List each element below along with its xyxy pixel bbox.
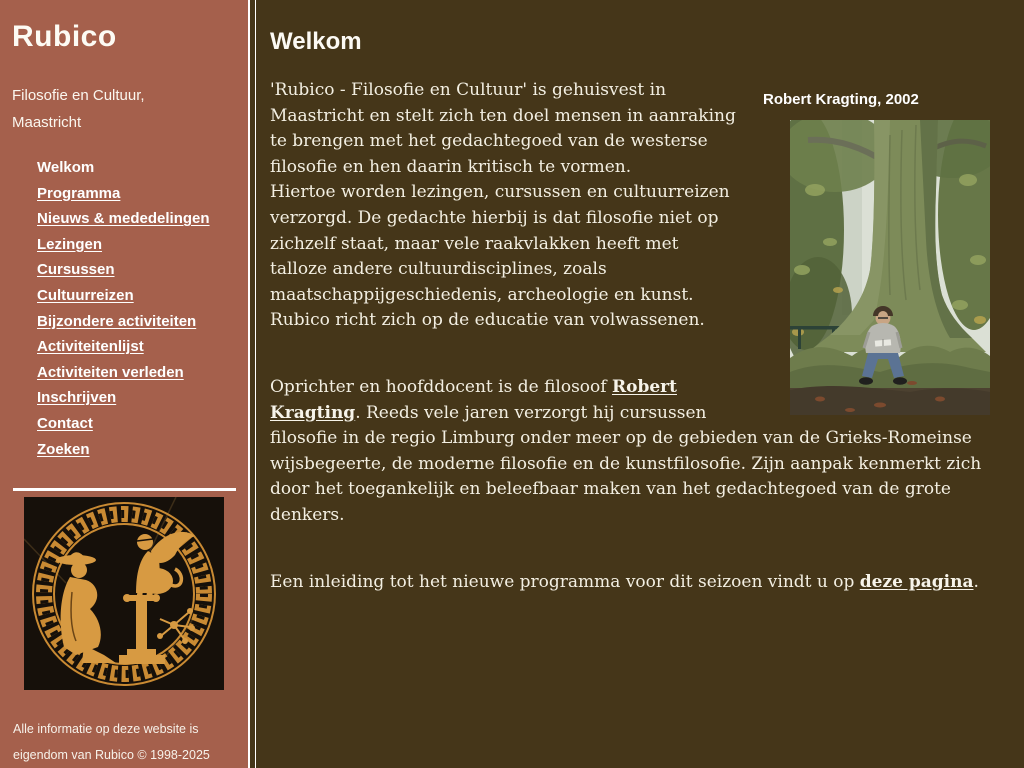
sidebar xyxy=(0,0,250,768)
sidebar-item-inschrijven[interactable]: Inschrijven xyxy=(37,389,117,407)
main-content xyxy=(255,0,1024,768)
program-text-after: . xyxy=(973,571,979,592)
program-text-before: Een inleiding tot het nieuwe programma voor dit seizoen vindt u op xyxy=(270,571,860,592)
sidebar-item-cultuurreizen[interactable]: Cultuurreizen xyxy=(37,286,134,304)
site-subtitle: Filosofie en Cultuur, Maastricht xyxy=(12,87,145,131)
sidebar-item-cursussen[interactable]: Cursussen xyxy=(37,261,115,279)
founder-text-after: . Reeds vele jaren verzorgt hij cursussen filosofie in de regio Limburg onder meer op de gebieden van de Grieks-Romeinse wijsbegeerte, de moderne filosofie en de kunstfilosofie. Zijn aanpak kenmerkt zich door het toegankelijk en beleefbaar maken van het gedachtegoed van de grote denkers. xyxy=(270,402,982,525)
sidebar-item-activiteitenlijst[interactable]: Activiteitenlijst xyxy=(37,338,144,356)
sidebar-nav xyxy=(37,155,242,462)
sidebar-copyright: Alle informatie op deze website is eigendom van Rubico © 1998-2025 xyxy=(13,722,210,762)
sidebar-item-programma[interactable]: Programma xyxy=(37,184,121,202)
founder-text-before: Oprichter en hoofddocent is de filosoof xyxy=(270,376,612,397)
sidebar-item-lezingen[interactable]: Lezingen xyxy=(37,235,103,253)
sidebar-item-welkom[interactable]: Welkom xyxy=(37,159,95,176)
program-paragraph xyxy=(270,570,990,596)
site-title: Rubico xyxy=(12,20,117,53)
photo-figure xyxy=(755,91,990,415)
intro-text-2: Hiertoe worden lezingen, cursussen en cultuurreizen verzorgd. De gedachte hierbij is dat filosofie niet op zichzelf staat, maar vele raakvlakken heeft met talloze andere cultuurdisciplines, zoals maatschappijgeschiedenis, archeologie en kunst. Rubico richt zich op de educatie van volwassenen. xyxy=(270,182,730,331)
deze-pagina-link[interactable]: deze pagina xyxy=(859,571,974,592)
robert-kragting-photo xyxy=(790,120,990,415)
sidebar-divider xyxy=(13,488,236,491)
sidebar-item-zoeken[interactable]: Zoeken xyxy=(37,440,90,458)
sidebar-item-contact[interactable]: Contact xyxy=(37,414,93,432)
intro-text-1: 'Rubico - Filosofie en Cultuur' is gehuisvest in Maastricht en stelt zich ten doel mensen in aanraking te brengen met het gedachtegoed van de westerse filosofie en hen daarin kritisch te vormen. xyxy=(270,80,736,177)
sidebar-item-bijzondere-activiteiten[interactable]: Bijzondere activiteiten xyxy=(37,312,197,330)
sidebar-item-nieuws-mededelingen[interactable]: Nieuws & mededelingen xyxy=(37,210,210,228)
sidebar-item-activiteiten-verleden[interactable]: Activiteiten verleden xyxy=(37,363,184,381)
greek-vase-image xyxy=(24,497,224,690)
page-title: Welkom xyxy=(270,28,362,55)
photo-caption: Robert Kragting, 2002 xyxy=(763,91,919,108)
robert-kragting-link[interactable]: Robert Kragting xyxy=(270,376,677,423)
